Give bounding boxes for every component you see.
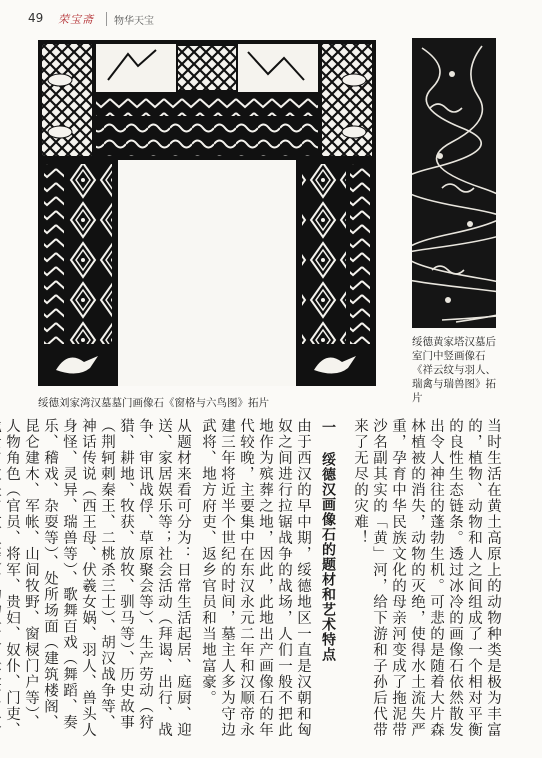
vertical-column-rubbing-image: [412, 38, 496, 328]
page-number: 49: [28, 11, 44, 25]
tomb-door-rubbing-image: [38, 40, 376, 386]
figure-caption-tomb-door: 绥德刘家湾汉墓墓门画像石《窗格与六鸟图》拓片: [38, 397, 269, 409]
header-divider: [106, 12, 107, 26]
magazine-logo: 荣宝斋: [58, 13, 94, 26]
column-name: 物华天宝: [114, 16, 154, 27]
article-paragraph-subjects: 从题材来看可分为：日常生活起居、庭厨、迎送、家居娱乐等；社会活动（拜谒、出行、战争、审讯战俘、草原聚会等）、生产劳动（狩猎、耕地、牧获、放牧、驯马等）、历史故事（荆轲刺秦王、二桃杀三士）、胡汉战争等、神话传说（西王母、伏羲女娲、羽人、兽头人身怪、灵异、瑞兽等）、歌舞百戏（舞蹈、奏乐、稽戏、杂耍等）、处所场面（建筑楼阁、昆仑建木、军帐、山间牧野、窗棂门户等）、人物角色（官员、将军、贵妇、奴仆、门吏、: [4, 418, 191, 738]
figure-caption-column: 绥德黄家塔汉墓后室门中竖画像石《祥云纹与羽人、瑞禽与瑞兽图》拓片: [412, 336, 496, 404]
section-heading: [318, 420, 338, 720]
article-paragraph-ecology: 当时生活在黄土高原上的动物种类是极为丰富的，植物、动物和人之间组成了一个相对平衡的良性生态链条。透过冰冷的画像石依然散发出令人神往的蓬勃生机。可悲的是随着大片森林植被的消失，动物的灭绝，使得水土流失严重，孕育中华民族文化的母亲河变成了拖泥带沙名副其实的「黄」河，给下游和子孙后代带来了无尽的灾难！: [352, 418, 501, 738]
page-header: [28, 8, 528, 28]
article-paragraph-history: 由于西汉的早中期，绥德地区一直是汉朝和匈奴之间进行拉锯战争的战场，人们一般不把此地作为殡葬之地，因此，此地出产画像石的年代较晚，主要集中在东汉永元二年和汉顺帝永建三年将近半个世纪的时间，墓主人多为守边武将、地方府吏、返乡官员和当地富豪。: [200, 418, 311, 738]
section-title: 一 绥德汉画像石的题材和艺术特点: [320, 420, 336, 662]
